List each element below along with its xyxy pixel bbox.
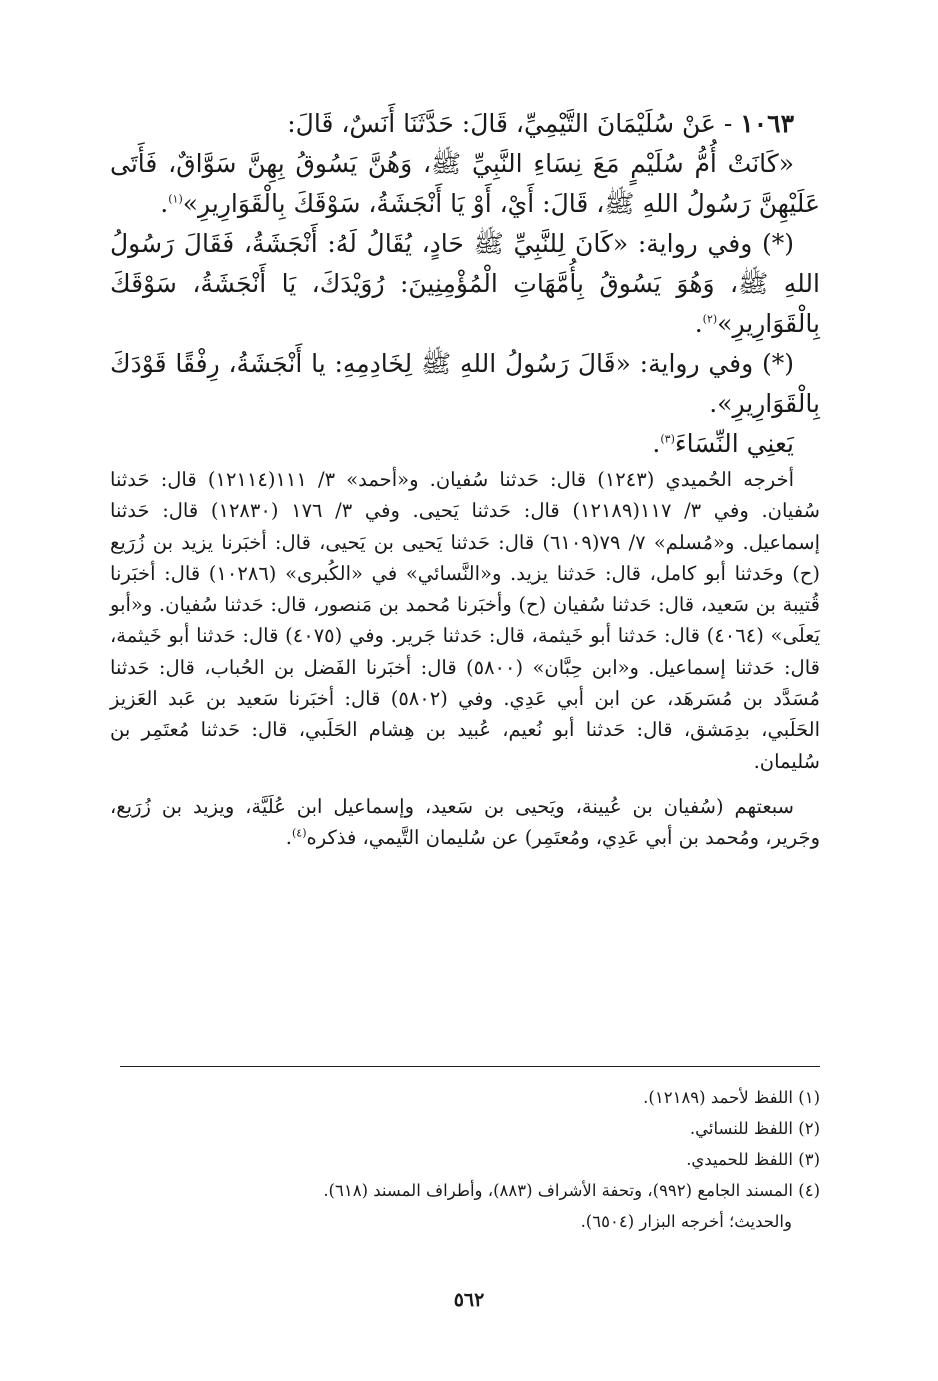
- hadith-matn-paragraph: «كَانَتْ أُمُّ سُلَيْمٍ مَعَ نِسَاءِ النَّبِيِّ ﷺ، وَهُنَّ يَسُوقُ بِهِنَّ سَوَّاقٌ، فَأَتَى عَلَيْهِنَّ رَسُولُ اللهِ ﷺ، قَالَ: أَيْ، أَوْ يَا أَنْجَشَةُ، سَوْقَكَ بِالْقَوَارِيرِ»$^{(١)}$.: [110, 149, 820, 218]
- footnote-1: (١) اللفظ لأحمد (١٢١٨٩).: [643, 1088, 820, 1107]
- yani-paragraph: يَعنِي النِّسَاءَ$^{(٣)}$.: [652, 429, 794, 458]
- footnote-4: (٤) المسند الجامع (٩٩٢)، وتحفة الأشراف (٨٨٣)، وأطراف المسند (٦١٨).: [323, 1181, 820, 1200]
- yani-text: يَعنِي النِّسَاءَ: [674, 429, 794, 458]
- riwaya-1-paragraph: (*) وفي رواية: «كَانَ لِلنَّبِيِّ ﷺ حَادٍ، يُقَالُ لَهُ: أَنْجَشَةُ، فَقَالَ رَسُولُ اللهِ ﷺ، وَهُوَ يَسُوقُ بِأُمَّهَاتِ الْمُؤْمِنِينَ: رُوَيْدَكَ، يَا أَنْجَشَةُ، سَوْقَكَ بِالْقَوَارِيرِ»$^{(٢)}$.: [110, 229, 820, 338]
- riwaya-2: (*) وفي رواية: «قَالَ رَسُولُ اللهِ ﷺ لِخَادِمِهِ: يا أَنْجَشَةُ، رِفْقًا قَوْدَكَ بِالْقَوَارِيرِ».: [110, 349, 820, 418]
- footnote-2: (٢) اللفظ للنسائي.: [689, 1119, 820, 1138]
- hadith-heading: [110, 104, 820, 144]
- hadith-matn: «كَانَتْ أُمُّ سُلَيْمٍ مَعَ نِسَاءِ النَّبِيِّ ﷺ، وَهُنَّ يَسُوقُ بِهِنَّ سَوَّاقٌ، فَأَتَى عَلَيْهِنَّ رَسُولُ اللهِ ﷺ، قَالَ: أَيْ، أَوْ يَا أَنْجَشَةُ، سَوْقَكَ بِالْقَوَارِيرِ»: [110, 149, 820, 218]
- hadith-number: ١٠٦٣: [740, 109, 794, 138]
- footnote-divider: [120, 1066, 820, 1067]
- footnotes: [110, 1082, 820, 1237]
- takhrij-paragraph: أخرجه الحُميدي (١٢٤٣) قال: حَدثنا سُفيان. و«أحمد» ٣/ ١١١(١٢١١٤) قال: حَدثنا سُفيان. وفي ٣/ ١١٧(١٢١٨٩) قال: حَدثنا يَحيى. وفي ٣/ ١٧٦ (١٢٨٣٠) قال: حَدثنا إسماعيل. و«مُسلم» ٧/ ٧٩(٦١٠٩) قال: حَدثنا يَحيى بن يَحيى، قال: أخبَرنا يزيد بن زُرَيع (ح) وحَدثنا أبو كامل، قال: حَدثنا يزيد. و«النَّسائي» في «الكُبرى» (١٠٢٨٦) قال: أخبَرنا قُتيبة بن سَعيد، قال: حَدثنا سُفيان (ح) وأخبَرنا مُحمد بن مَنصور، قال: حَدثنا سُفيان. و«أبو يَعلَى» (٤٠٦٤) قال: حَدثنا أبو خَيثمة، قال: حَدثنا جَرير. وفي (٤٠٧٥) قال: حَدثنا أبو خَيثمة، قال: حَدثنا إسماعيل. و«ابن حِبَّان» (٥٨٠٠) قال: أخبَرنا الفَضل بن الحُباب، قال: حَدثنا مُسَدَّد بن مُسَرهَد، عن ابن أبي عَدِي. وفي (٥٨٠٢) قال: أخبَرنا سَعيد بن عَبد العَزيز الحَلَبي، بدِمَشق، قال: حَدثنا أبو نُعيم، عُبيد بن هِشام الحَلَبي، قال: حَدثنا مُعتَمِر بن سُليمان.: [110, 468, 821, 773]
- page-number: ٥٦٢: [453, 1289, 485, 1311]
- footnote-4-continuation: والحديث؛ أخرجه البزار (٦٥٠٤).: [580, 1212, 792, 1231]
- footnote-ref-1: (١): [168, 192, 183, 206]
- sabatuhum-paragraph: سبعتهم (سُفيان بن عُيينة، ويَحيى بن سَعيد، وإسماعيل ابن عُلَيَّة، ويزيد بن زُرَيع، وجَرير، ومُحمد بن أبي عَدِي، ومُعتَمِر) عن سُليمان التَّيمي، فذكره$^{(٤)}$.: [110, 794, 820, 850]
- footnote-3: (٣) اللفظ للحميدي.: [686, 1150, 820, 1169]
- hadith-isnad: - عَنْ سُلَيْمَانَ التَّيْمِيِّ، قَالَ: حَدَّثَنَا أَنَسٌ، قَالَ:: [287, 109, 733, 138]
- footnote-ref-3: (٣): [660, 432, 675, 446]
- footnote-ref-2: (٢): [702, 312, 718, 326]
- sabatuhum-text: سبعتهم (سُفيان بن عُيينة، ويَحيى بن سَعيد، وإسماعيل ابن عُلَيَّة، ويزيد بن زُرَيع، وجَرير، ومُحمد بن أبي عَدِي، ومُعتَمِر) عن سُليمان التَّيمي، فذكره: [110, 794, 820, 850]
- main-text: [110, 104, 820, 854]
- riwaya-1: (*) وفي رواية: «كَانَ لِلنَّبِيِّ ﷺ حَادٍ، يُقَالُ لَهُ: أَنْجَشَةُ، فَقَالَ رَسُولُ اللهِ ﷺ، وَهُوَ يَسُوقُ بِأُمَّهَاتِ الْمُؤْمِنِينَ: رُوَيْدَكَ، يَا أَنْجَشَةُ، سَوْقَكَ بِالْقَوَارِيرِ»: [110, 229, 820, 338]
- footnote-ref-4: (٤): [291, 826, 307, 840]
